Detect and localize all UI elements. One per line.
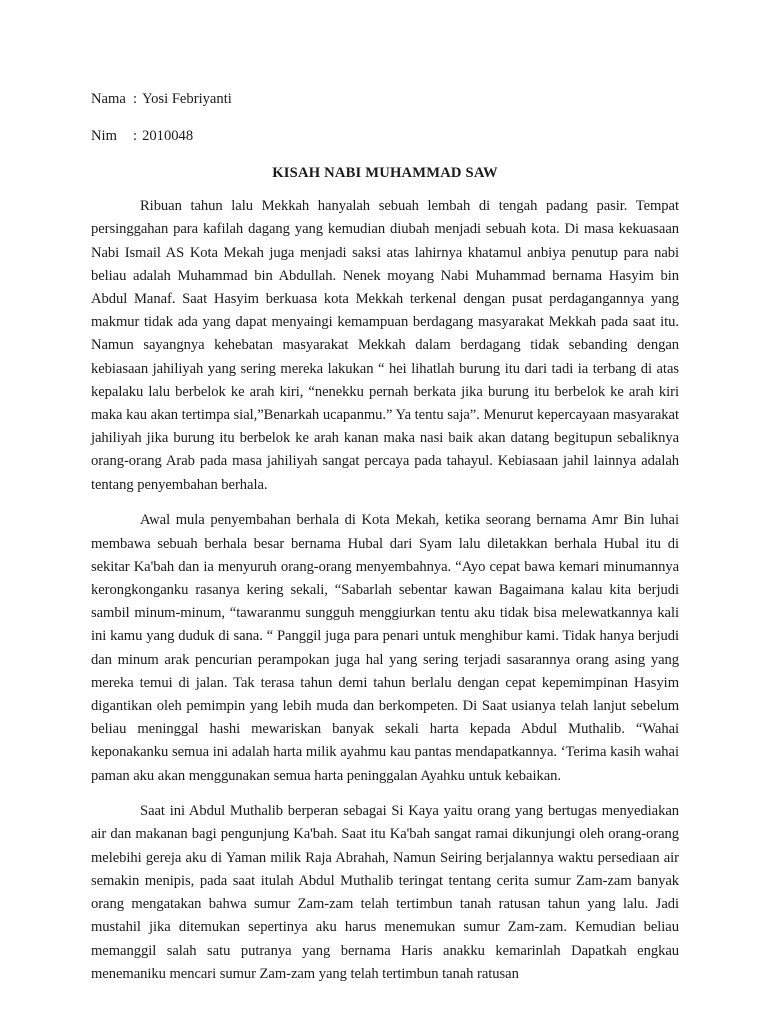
paragraph-1: Ribuan tahun lalu Mekkah hanyalah sebuah lembah di tengah padang pasir. Tempat persinggahan para kafilah dagang yang kemudian diubah menjadi sebuah kota. Di masa kekuasaan Nabi Ismail AS Kota Mekah juga menjadi saksi atas lahirnya khatamul anbiya penutup para nabi beliau adalah Muhammad bin Abdullah. Nenek moyang Nabi Muhammad bernama Hasyim bin Abdul Manaf. Saat Hasyim berkuasa kota Mekkah terkenal dengan pusat perdagangannya yang makmur tidak ada yang dapat menyaingi kemampuan berdagang masyarakat Mekkah pada saat itu. Namun sayangnya kehebatan masyarakat Mekkah dalam berdagang tidak sebanding dengan kebiasaan jahiliyah yang sering mereka lakukan “ hei lihatlah burung itu dari tadi ia terbang di atas kepalaku lalu berbelok ke arah kiri, “nenekku pernah berkata jika burung itu berbelok ke arah kiri maka kau akan tertimpa sial,”Benarkah ucapanmu.” Ya tentu saja”. Menurut kepercayaan masyarakat jahiliyah jika burung itu berbelok ke arah kanan maka nasi baik akan datang begitupun sebaliknya orang-orang Arab pada masa jahiliyah sangat percaya pada tahayul. Kebiasaan jahil lainnya adalah tentang penyembahan berhala. xyxy=(91,198,679,493)
nim-label: Nim xyxy=(91,128,117,144)
name-row xyxy=(91,88,679,111)
name-label: Nama xyxy=(91,91,126,107)
name-value: Yosi Febriyanti xyxy=(142,91,232,107)
paragraph-3: Saat ini Abdul Muthalib berperan sebagai Si Kaya yaitu orang yang bertugas menyediakan air dan makanan bagi pengunjung Ka'bah. Saat itu Ka'bah sangat ramai dikunjungi oleh orang-orang melebihi gereja aku di Yaman milik Raja Abrahah, Namun Seiring berjalannya waktu persediaan air semakin menipis, pada saat itulah Abdul Muthalib teringat tentang cerita sumur Zam-zam banyak orang mengatakan bahwa sumur Zam-zam telah tertimbun tanah ratusan tahun yang lalu. Jadi mustahil jika ditemukan sepertinya aku harus menemukan sumur Zam-zam. Kemudian beliau memanggil salah satu putranya yang bernama Haris anakku kemarinlah Dapatkah engkau menemaniku mencari sumur Zam-zam yang telah tertimbun tanah ratusan xyxy=(91,803,679,982)
name-separator: : xyxy=(133,91,138,107)
document-page xyxy=(91,88,679,998)
nim-value: 2010048 xyxy=(142,128,194,144)
nim-row xyxy=(91,125,679,148)
nim-separator: : xyxy=(133,128,138,144)
document-title: KISAH NABI MUHAMMAD SAW xyxy=(272,165,498,181)
paragraph-2: Awal mula penyembahan berhala di Kota Mekah, ketika seorang bernama Amr Bin luhai membawa sebuah berhala besar bernama Hubal dari Syam lalu diletakkan berhala Hubal itu di sekitar Ka'bah dan ia menyuruh orang-orang menyembahnya. “Ayo cepat bawa kemari minumannya kerongkonganku rasanya kering sekali, “Sabarlah sebentar kawan Bagaimana kalau kita berjudi sambil minum-minum, “tawaranmu sungguh menggiurkan tentu aku tidak bisa melewatkannya kali ini kamu yang duduk di sana. “ Panggil juga para penari untuk menghibur kami. Tidak hanya berjudi dan minum arak pencurian perampokan juga hal yang sering terjadi sasarannya orang asing yang mereka temui di jalan. Tak terasa tahun demi tahun berlalu dengan cepat kepemimpinan Hasyim digantikan oleh pemimpin yang lebih muda dan berkompeten. Di Saat usianya telah lanjut sebelum beliau meninggal hashi mewariskan banyak sekali harta kepada Abdul Muthalib. “Wahai keponakanku semua ini adalah harta milik ayahmu kau pantas mendapatkannya. ‘Terima kasih wahai paman aku akan menggunakan semua harta peninggalan Ayahku untuk kebaikan. xyxy=(91,512,679,784)
